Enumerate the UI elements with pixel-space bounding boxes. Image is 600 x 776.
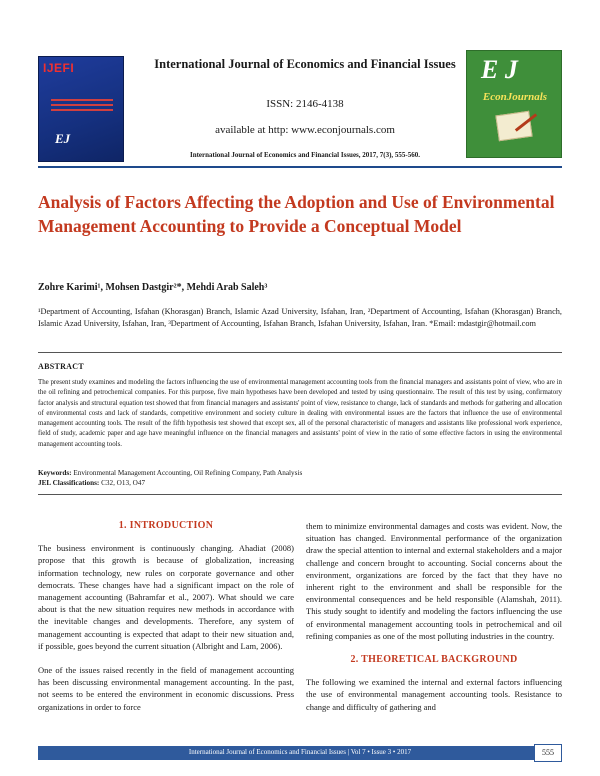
abstract-bottom-divider	[38, 494, 562, 495]
logo-letters: E J	[481, 55, 518, 84]
section-heading-theoretical-background: 2. THEORETICAL BACKGROUND	[350, 654, 518, 666]
availability-line: available at http: www.econjournals.com	[215, 124, 395, 136]
paragraph: The business environment is continuously changing. Ahadiat (2008) propose that this growth is because of globalization, increasing information technology, new rules on corporate governance and other democrats. These changes have had a significant impact on the role of management accounting (Bahramfar et al., 2007). What should we care about is that the new situation requires new methods in accordance with the inevitable changes and developments. Therefore, any system of management accounting is expected that adapt to their new situation and, if possible, goes beyond the current situation (Albright and Lam, 2006).	[38, 543, 294, 651]
left-column	[38, 520, 294, 725]
authors: Zohre Karimi¹, Mohsen Dastgir²*, Mehdi Arab Saleh³	[38, 282, 268, 293]
header-divider	[38, 166, 562, 168]
citation-line: International Journal of Economics and Financial Issues, 2017, 7(3), 555-560.	[189, 151, 421, 159]
cover-title: IJEFI	[43, 61, 75, 75]
footer-text: International Journal of Economics and Financial Issues | Vol 7 • Issue 3 • 2017	[188, 748, 412, 756]
section-heading-introduction: 1. INTRODUCTION	[118, 520, 214, 531]
article-title: Analysis of Factors Affecting the Adoption and Use of Environmental Management Accounting to Provide a Conceptual Model	[38, 192, 555, 236]
keywords	[38, 468, 562, 478]
jel-value: C32, O13, O47	[99, 479, 146, 487]
paragraph: One of the issues raised recently in the field of management accounting has been discussing environmental management accounting. In the past, not seems to be entered the environment in economic discussions. Press organizations in order to force	[38, 665, 294, 712]
affiliations: ¹Department of Accounting, Isfahan (Khorasgan) Branch, Islamic Azad University, Isfahan, Iran, ²Department of Accounting, Isfahan (Khorasgan) Branch, Islamic Azad University, Isfahan, Iran, ³Department of Accounting, Isfahan Branch, Isfahan University, Isfahan, Iran. *Email: mdastgir@hotmail.com	[38, 307, 562, 328]
issn: ISSN: 2146-4138	[266, 98, 344, 110]
logo-word: EconJournals	[482, 91, 548, 103]
keywords-label: Keywords:	[38, 469, 72, 477]
paragraph: them to minimize environmental damages and costs was evident. Now, the situation has changed. Environmental performance of the organization draw the special attention to internal and external stakeholders and a major challenge and concern brought to accounting. Social concerns about the environment, organizations are forced by the fact that they have no inherent right to the environment and shall be responsible for the environmental consequences and be held responsible (Alamshah, 2011). This study sought to identify and modeling the factors influencing the use of environmental management accounting tools in petrochemical and oil refining companies as one of the most polluting industries in the country.	[306, 521, 562, 641]
abstract-heading: ABSTRACT	[38, 362, 84, 371]
econjournals-logo	[466, 50, 562, 158]
paper-icon	[495, 111, 532, 141]
cover-decoration	[51, 99, 113, 114]
keywords-value: Environmental Management Accounting, Oil Refining Company, Path Analysis	[71, 469, 303, 477]
right-column	[306, 520, 562, 725]
page-number: 555	[534, 744, 562, 762]
page-footer	[38, 746, 562, 760]
journal-cover-image	[38, 56, 124, 162]
page-header	[0, 0, 600, 172]
abstract-top-divider	[38, 352, 562, 353]
paragraph: The following we examined the internal and external factors influencing the use of environmental management accounting tools. Resistance to change and difficulty of gathering and	[306, 677, 562, 712]
jel-classifications	[38, 478, 562, 488]
journal-title: International Journal of Economics and Financial Issues	[154, 57, 456, 71]
cover-ej-mark: EJ	[55, 131, 71, 146]
abstract-text: The present study examines and modeling the factors influencing the use of environmental management accounting tools from the financial managers and assistants point of view, who are in the oil refining and petrochemical companies. For this purpose, five main hypotheses have been developed and tested by using questionnaire. The result of this test by using, confirmatory factor analysis and structural equation test showed that from financial managers and assistants' point of view, resistance to change, lack of standards and methods for gathering and allocation of environmental costs and lack of standards, competitive environment and society culture in dealing with environmental issues are the factors that influence the use of environmental management accounting tools. The result of the fifth hypothesis test showed that except sex, all of the personal characteristic of managers and assistants like professional work experience, field of study, academic paper and age have meaningful influence on the financial managers and assistants' point of view in the ratio of some effective factors in using the environmental management accounting tools.	[38, 379, 562, 448]
jel-label: JEL Classifications:	[38, 479, 100, 487]
